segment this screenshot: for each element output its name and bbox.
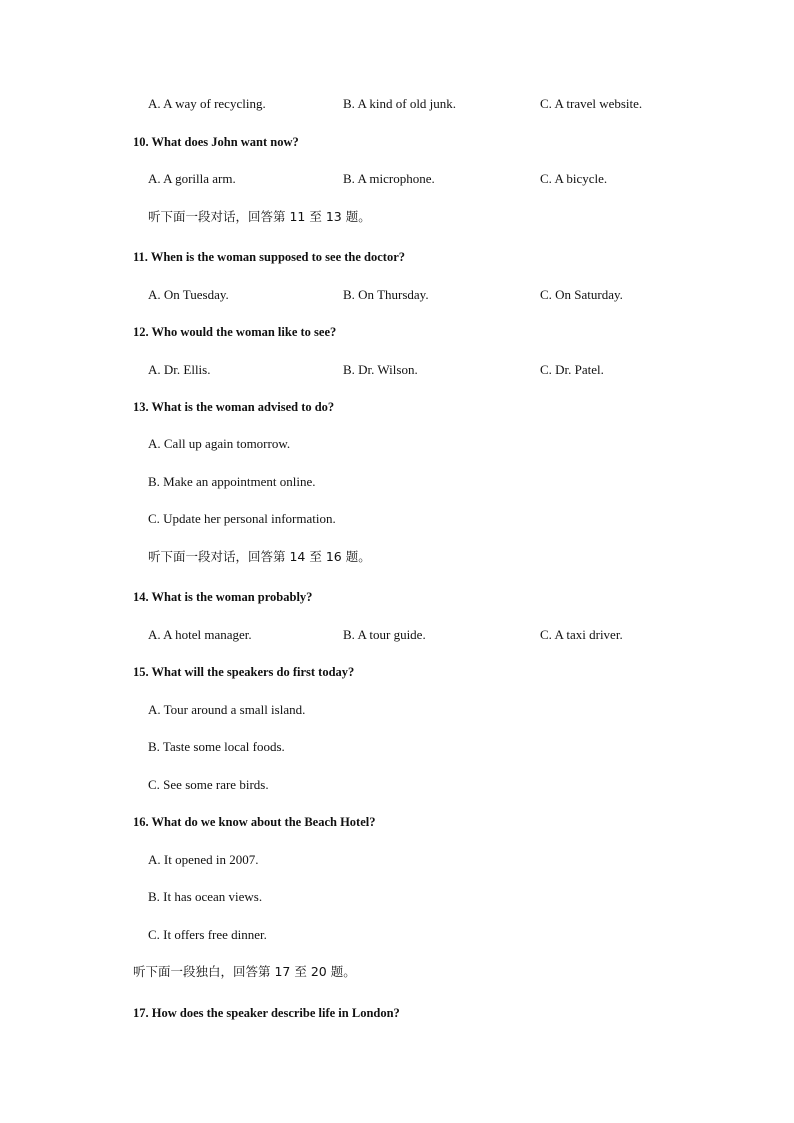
q12-option-b: B. Dr. Wilson.	[343, 362, 418, 377]
q13-question: 13. What is the woman advised to do?	[133, 400, 335, 414]
q16-option-b: B. It has ocean views.	[148, 889, 263, 904]
q16-question: 16. What do we know about the Beach Hotel?	[133, 815, 376, 829]
q10-option-c: C. A bicycle.	[540, 171, 608, 186]
q14-option-b: B. A tour guide.	[343, 627, 426, 642]
q9-options	[0, 96, 794, 112]
q15-question: 15. What will the speakers do first today?	[133, 665, 355, 679]
q10-options	[0, 171, 794, 187]
q12-question: 12. Who would the woman like to see?	[133, 325, 337, 339]
q14-options	[0, 627, 794, 643]
q9-option-a: A. A way of recycling.	[148, 96, 266, 111]
q11-option-a: A. On Tuesday.	[148, 287, 229, 302]
q13-option-a: A. Call up again tomorrow.	[148, 436, 291, 451]
q15-option-c: C. See some rare birds.	[148, 777, 269, 792]
q9-option-c: C. A travel website.	[540, 96, 643, 111]
q10-option-a: A. A gorilla arm.	[148, 171, 236, 186]
q14-question: 14. What is the woman probably?	[133, 590, 313, 604]
q11-option-b: B. On Thursday.	[343, 287, 429, 302]
q12-options	[0, 362, 794, 378]
q14-option-a: A. A hotel manager.	[148, 627, 252, 642]
q16-option-c: C. It offers free dinner.	[148, 927, 267, 942]
q12-option-c: C. Dr. Patel.	[540, 362, 604, 377]
q11-question: 11. When is the woman supposed to see the doctor?	[133, 250, 406, 264]
q11-option-c: C. On Saturday.	[540, 287, 623, 302]
q13-option-c: C. Update her personal information.	[148, 511, 336, 526]
q10-question: 10. What does John want now?	[133, 135, 299, 149]
q15-option-a: A. Tour around a small island.	[148, 702, 306, 717]
q13-option-b: B. Make an appointment online.	[148, 474, 316, 489]
q11-options	[0, 287, 794, 303]
section-instruction-11-13: 听下面一段对话，回答第 11 至 13 题。	[148, 209, 371, 224]
section-instruction-14-16: 听下面一段对话，回答第 14 至 16 题。	[148, 549, 371, 564]
q12-option-a: A. Dr. Ellis.	[148, 362, 211, 377]
q15-option-b: B. Taste some local foods.	[148, 739, 285, 754]
q17-question: 17. How does the speaker describe life in London?	[133, 1006, 400, 1020]
q14-option-c: C. A taxi driver.	[540, 627, 623, 642]
section-instruction-17-20: 听下面一段独白，回答第 17 至 20 题。	[133, 964, 356, 979]
q9-option-b: B. A kind of old junk.	[343, 96, 457, 111]
q16-option-a: A. It opened in 2007.	[148, 852, 259, 867]
q10-option-b: B. A microphone.	[343, 171, 435, 186]
